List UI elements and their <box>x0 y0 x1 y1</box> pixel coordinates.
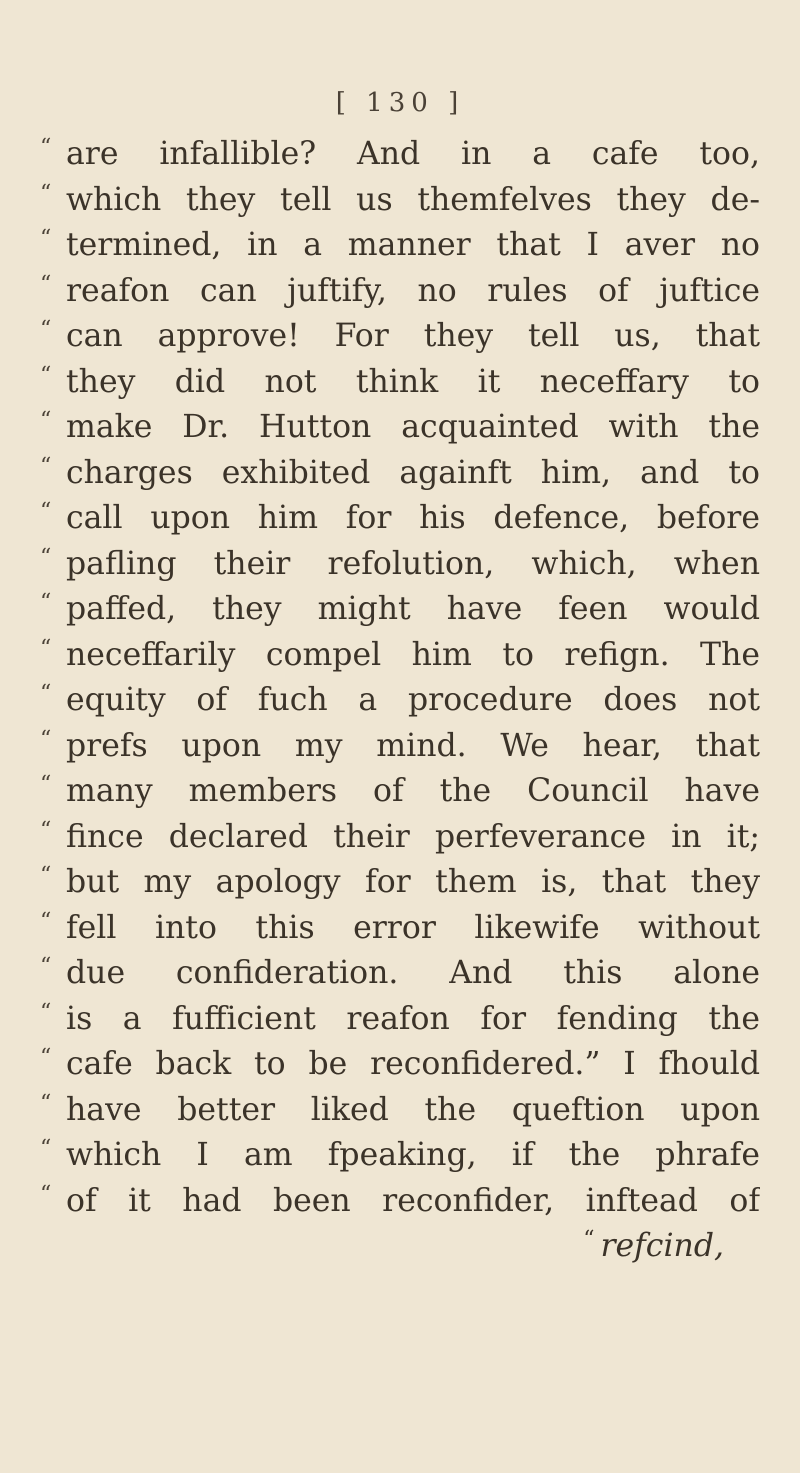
catchword-wrapper <box>40 1224 760 1273</box>
line-text: fell into this error likewife without <box>66 909 760 946</box>
text-line <box>40 1179 760 1225</box>
quote-mark: “ <box>40 544 52 570</box>
text-line <box>40 1133 760 1179</box>
quote-mark: “ <box>583 1227 595 1252</box>
text-line <box>40 906 760 952</box>
line-text: prefs upon my mind. We hear, that <box>66 727 760 764</box>
quote-mark: “ <box>40 863 52 888</box>
line-text: charges exhibited againft him, and to <box>66 454 760 491</box>
text-line <box>40 496 760 542</box>
quote-mark: “ <box>40 681 52 706</box>
text-line <box>40 633 760 679</box>
line-text: have better liked the queftion upon <box>66 1091 760 1128</box>
quote-mark: “ <box>40 817 52 843</box>
text-line <box>40 542 760 588</box>
text-line <box>40 314 760 360</box>
line-text: are infallible? And in a cafe too, <box>66 136 760 172</box>
line-text: due confideration. And this alone <box>66 955 760 991</box>
quote-mark: “ <box>40 635 52 661</box>
text-line <box>40 997 760 1043</box>
text-line <box>40 132 760 178</box>
quote-mark: “ <box>40 1045 52 1070</box>
catchword: refcind, <box>600 1228 724 1264</box>
text-line <box>40 451 760 497</box>
quote-mark: “ <box>40 362 52 388</box>
text-line <box>40 587 760 633</box>
text-line <box>40 815 760 861</box>
line-text: which they tell us themfelves they de- <box>66 181 760 218</box>
line-text: neceffarily compel him to refign. The <box>66 636 760 673</box>
text-line <box>40 724 760 770</box>
quote-mark: “ <box>40 772 52 797</box>
text-line <box>40 269 760 315</box>
line-text: paffed, they might have feen would <box>66 591 760 627</box>
quote-mark: “ <box>40 726 52 752</box>
quote-mark: “ <box>40 317 52 342</box>
line-text: make Dr. Hutton acquainted with the <box>66 409 760 445</box>
quote-mark: “ <box>40 180 52 206</box>
line-text: they did not think it neceffary to <box>66 363 760 400</box>
quote-mark: “ <box>40 135 52 160</box>
quote-mark: “ <box>40 271 52 297</box>
quote-mark: “ <box>40 908 52 934</box>
quote-mark: “ <box>40 590 52 615</box>
quote-mark: “ <box>40 954 52 979</box>
line-text: call upon him for his defence, before <box>66 500 760 536</box>
line-text: of it had been reconfider, inftead of <box>66 1182 760 1219</box>
line-text: cafe back to be reconfidered.” I fhould <box>66 1046 760 1082</box>
line-text: equity of fuch a procedure does not <box>66 682 760 718</box>
text-line <box>40 769 760 815</box>
catchword-line <box>40 1224 760 1270</box>
quote-mark: “ <box>40 1181 52 1207</box>
body-text <box>40 132 760 1270</box>
line-text: termined, in a manner that I aver no <box>66 227 760 263</box>
line-text: which I am fpeaking, if the phrafe <box>66 1137 760 1173</box>
text-line <box>40 951 760 997</box>
line-text: but my apology for them is, that they <box>66 864 760 900</box>
text-line <box>40 1088 760 1134</box>
quote-mark: “ <box>40 453 52 479</box>
text-line <box>40 678 760 724</box>
quote-mark: “ <box>40 499 52 524</box>
line-text: is a fufficient reafon for fending the <box>66 1000 760 1037</box>
text-line <box>40 860 760 906</box>
page-number: [ 130 ] <box>335 88 465 118</box>
text-line <box>40 360 760 406</box>
text-line <box>40 405 760 451</box>
quote-mark: “ <box>40 1090 52 1116</box>
quote-mark: “ <box>40 999 52 1025</box>
line-text: reafon can juftify, no rules of juftice <box>66 272 760 309</box>
text-line <box>40 1042 760 1088</box>
line-text: many members of the Council have <box>66 773 760 809</box>
line-text: fince declared their perfeverance in it; <box>66 818 760 855</box>
line-text: can approve! For they tell us, that <box>66 318 760 354</box>
quote-mark: “ <box>40 1136 52 1161</box>
text-line <box>40 223 760 269</box>
quote-mark: “ <box>40 408 52 433</box>
line-text: pafling their refolution, which, when <box>66 545 760 582</box>
quote-mark: “ <box>40 226 52 251</box>
text-line <box>40 178 760 224</box>
